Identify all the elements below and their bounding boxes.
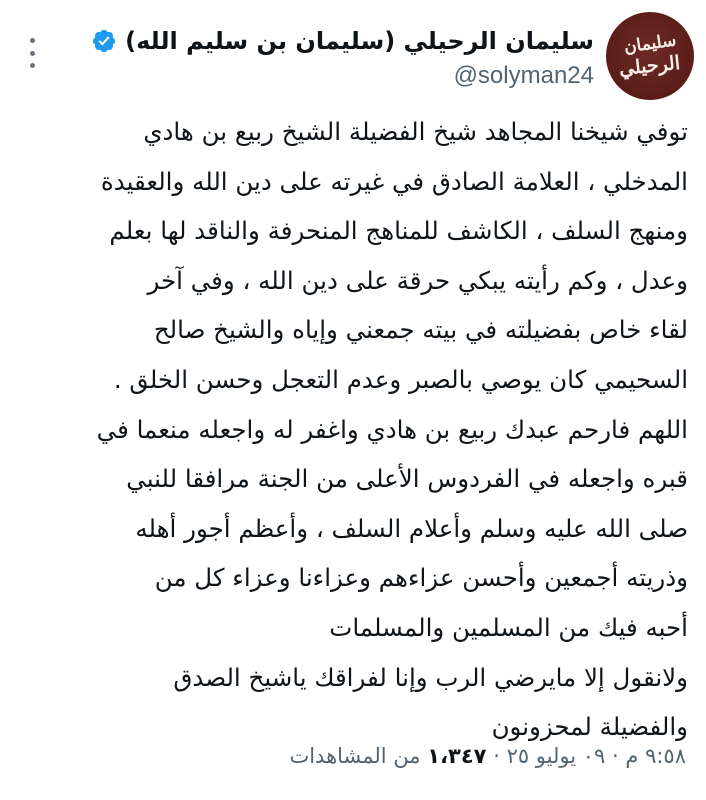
avatar[interactable] bbox=[606, 12, 694, 100]
meta-separator: · bbox=[612, 744, 619, 768]
dot bbox=[30, 38, 35, 43]
meta-separator: · bbox=[493, 744, 500, 768]
author-name-row[interactable] bbox=[91, 27, 594, 55]
tweet-time[interactable]: ٩:٥٨ م bbox=[625, 744, 686, 768]
avatar-logo-text: الرحيلي bbox=[618, 51, 682, 81]
tweet-text-line: ومنهج السلف ، الكاشف للمناهج المنحرفة والناقد لها بعلم bbox=[109, 216, 688, 246]
tweet-date[interactable]: ٠٩ يوليو ٢٥ bbox=[506, 744, 606, 768]
tweet-text-line: قبره واجعله في الفردوس الأعلى من الجنة مرافقا للنبي bbox=[126, 464, 688, 494]
tweet-meta bbox=[289, 744, 686, 768]
more-options-icon[interactable] bbox=[28, 38, 36, 68]
dot bbox=[30, 51, 35, 56]
tweet-text-line: لقاء خاص بفضيلته في بيته جمعني وإياه والشيخ صالح bbox=[153, 315, 688, 345]
tweet-text-line: توفي شيخنا المجاهد شيخ الفضيلة الشيخ ربيع بن هادي bbox=[143, 117, 688, 146]
avatar-logo-text: سليمان bbox=[622, 30, 678, 58]
views-label: من المشاهدات bbox=[289, 744, 421, 768]
tweet-text-line: وعدل ، وكم رأيته يبكي حرقة على دين الله ، وفي آخر bbox=[147, 265, 688, 295]
dot bbox=[30, 63, 35, 68]
tweet-text-line: والفضيلة لمحزونون bbox=[491, 712, 688, 742]
tweet-text bbox=[8, 107, 688, 752]
tweet-text-line: السحيمي كان يوصي بالصبر وعدم التعجل وحسن الخلق . bbox=[113, 364, 688, 394]
tweet-text-line: وذريته أجمعين وأحسن عزاءهم وعزاءنا وعزاء كل من bbox=[154, 563, 688, 593]
tweet-text-line: صلى الله عليه وسلم وأعلام السلف ، وأعظم أجور أهله bbox=[135, 513, 688, 543]
tweet-text-line: اللهم فارحم عبدك ربيع بن هادي واغفر له واجعله منعما في bbox=[96, 414, 688, 444]
views-count: ١،٣٤٧ bbox=[427, 744, 487, 768]
tweet-text-line: ولانقول إلا مايرضي الرب وإنا لفراقك ياشيخ الصدق bbox=[173, 662, 688, 692]
tweet-text-line: أحبه فيك من المسلمين والمسلمات bbox=[329, 612, 688, 642]
author-display-name[interactable]: سليمان الرحيلي (سليمان بن سليم الله) bbox=[125, 27, 594, 55]
author-handle[interactable]: @solyman24 bbox=[453, 62, 594, 89]
verified-badge-icon bbox=[91, 28, 117, 54]
tweet-text-line: المدخلي ، العلامة الصادق في غيرته على دين الله والعقيدة bbox=[100, 166, 688, 196]
